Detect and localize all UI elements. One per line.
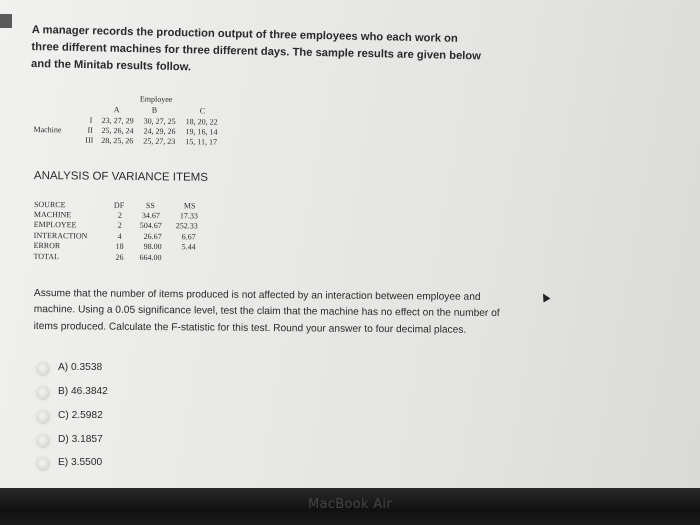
cell-ii-b: 24, 29, 26: [143, 126, 176, 136]
anova-ss: 664.00: [139, 252, 162, 263]
radio-button[interactable]: [36, 410, 50, 424]
row-label-i: I: [89, 115, 93, 125]
device-brand-label: MacBook Air: [308, 497, 392, 512]
question-marker: [0, 14, 12, 28]
col-header-b: B: [151, 105, 158, 115]
anova-source: INTERACTION: [33, 230, 88, 241]
cell-i-c: 18, 20, 22: [185, 117, 218, 127]
anova-df: 4: [117, 231, 122, 241]
machine-label: Machine: [33, 124, 62, 135]
anova-ss: 26.67: [143, 231, 162, 242]
cell-i-b: 30, 27, 25: [143, 116, 176, 126]
col-header-a: A: [113, 105, 120, 115]
anova-ss: 98.00: [143, 241, 162, 252]
option-c[interactable]: [36, 408, 236, 428]
cell-iii-c: 15, 11, 17: [185, 137, 218, 147]
row-label-iii: III: [85, 135, 94, 145]
anova-source: ERROR: [33, 240, 61, 251]
anova-source: TOTAL: [33, 251, 59, 262]
radio-button[interactable]: [36, 434, 50, 448]
option-b[interactable]: [36, 384, 236, 404]
anova-heading: ANALYSIS OF VARIANCE ITEMS: [33, 170, 209, 184]
option-d[interactable]: [36, 432, 236, 452]
anova-ss: 504.67: [139, 220, 162, 231]
anova-header-source: SOURCE: [33, 200, 66, 210]
option-label: C) 2.5982: [58, 410, 103, 421]
option-label: D) 3.1857: [58, 434, 103, 445]
cell-iii-b: 25, 27, 23: [143, 136, 176, 146]
anova-header-ms: MS: [183, 201, 196, 211]
anova-source: MACHINE: [33, 209, 72, 220]
radio-button[interactable]: [36, 362, 50, 376]
mouse-cursor-icon: [540, 292, 551, 303]
option-label: E) 3.5500: [58, 457, 103, 468]
question-prompt: Assume that the number of items produced is not affected by an interaction between employee and machine. Using a 0.05 significance level, test the claim that the machine has no effect on the number of items produced. Calculate the F-statistic for this test. Round your answer to four decimal places.: [33, 287, 500, 336]
anova-ms: 252.33: [175, 221, 198, 231]
cell-ii-c: 19, 16, 14: [185, 127, 218, 137]
option-label: A) 0.3538: [58, 362, 103, 373]
anova-ss: 34.67: [141, 210, 160, 221]
anova-header-ss: SS: [145, 200, 155, 211]
option-label: B) 46.3842: [58, 386, 108, 397]
anova-df: 26: [115, 252, 124, 262]
anova-df: 18: [115, 241, 124, 251]
radio-button[interactable]: [36, 457, 50, 471]
anova-df: 2: [117, 220, 122, 230]
anova-ms: 6.67: [181, 232, 196, 242]
anova-ms: 17.33: [179, 211, 198, 221]
employee-header: Employee: [139, 94, 173, 104]
cell-ii-a: 25, 26, 24: [101, 125, 134, 136]
cell-i-a: 23, 27, 29: [101, 115, 134, 126]
option-a[interactable]: [36, 360, 236, 380]
anova-ms: 5.44: [181, 242, 196, 252]
anova-source: EMPLOYEE: [33, 219, 77, 230]
col-header-c: C: [199, 106, 206, 116]
anova-df: 2: [117, 210, 122, 220]
cell-iii-a: 28, 25, 26: [101, 135, 134, 146]
radio-button[interactable]: [36, 386, 50, 400]
row-label-ii: II: [87, 125, 93, 135]
option-e[interactable]: [36, 455, 236, 475]
question-intro: A manager records the production output of three employees who each work on three different machines for three different days. The sample results are given below and the Minitab results follow.: [30, 23, 482, 74]
anova-header-df: DF: [113, 200, 125, 210]
